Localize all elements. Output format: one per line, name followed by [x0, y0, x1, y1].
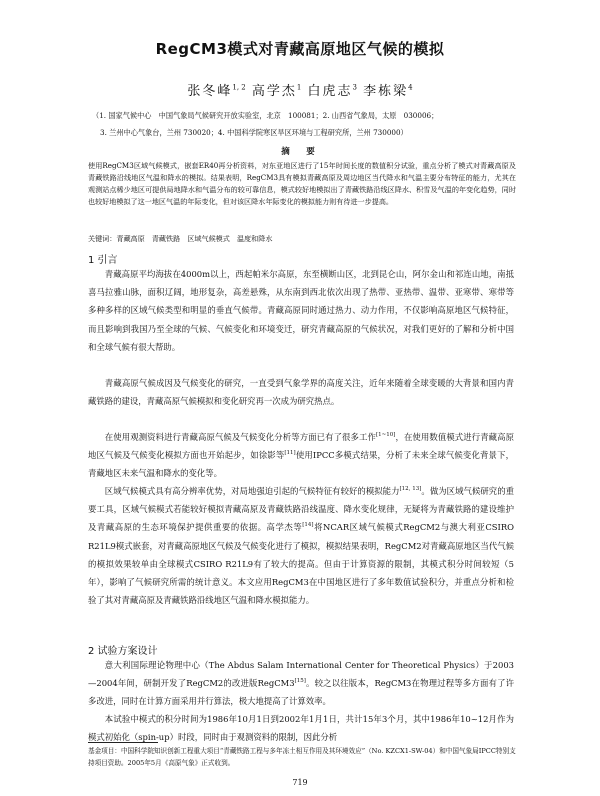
citation-mark: [12, 13]: [399, 486, 422, 493]
body-paragraph: 青藏高原气候成因及气候变化的研究，一直受到气象学界的高度关注，近年来随着全球变暖的大背景和国内青藏铁路的建设，青藏高原气候模拟和变化研究再一次成为研究热点。: [88, 378, 514, 407]
affiliation-line: （1. 国家气候中心 中国气象局气候研究开放实验室，北京 100081；2. 山西省气象局，太原 030006；: [92, 111, 439, 120]
citation-mark: [11]: [284, 450, 296, 457]
body-paragraph: 在使用观测资料进行青藏高原气候及气候变化分析等方面已有了很多工作[1~10]，在使用数值模式进行青藏高原地区气候及气候变化模拟方面也开始起步，如徐影等[11]使用IPCC多模式结果，分析了未来全球气候变化背景下，青藏地区未来气温和降水的变化等。: [88, 432, 515, 479]
keywords: 关键词：青藏高原 青藏铁路 区域气候模式 温度和降水: [88, 234, 273, 243]
author-affil-mark: 3: [352, 83, 357, 92]
author-affil-mark: 1: [296, 83, 302, 92]
citation-mark: [1~10]: [375, 432, 396, 439]
affiliation-line: 3. 兰州中心气象台，兰州 730020；4. 中国科学院寒区旱区环境与工程研究所，兰州 730000）: [100, 128, 408, 137]
author-affil-mark: 1, 2: [232, 83, 246, 92]
section-heading-introduction: 1 引言: [88, 255, 118, 266]
footnote-divider: [88, 742, 158, 743]
author-list: [0, 80, 600, 99]
body-paragraph: 本试验中模式的积分时间为1986年10月1日到2002年1月1日，共计15年3个月，其中1986年10~12月作为模式初始化（spin-up）时段，同时由于观测资料的限制，因此分析: [88, 714, 514, 743]
body-paragraph: 青藏高原平均海拔在4000m以上，西起帕米尔高原，东至横断山区，北到昆仑山，阿尔金山和祁连山地，南抵喜马拉雅山脉，面积辽阔，地形复杂，高差悬殊，从东南到西北依次出现了热带、亚热带、温带、亚寒带、寒带等多种多样的区域气候类型和明显的垂直气候带。青藏高原同时通过热力、动力作用，不仅影响高原地区气候特征，而且影响到我国乃至全球的气候、气候变化和环境变迁，研究青藏高原的气候状况，对我们更好的了解和分析中国和全球气候有很大帮助。: [88, 269, 514, 352]
abstract-heading: 摘 要: [281, 147, 319, 157]
paper-title: RegCM3模式对青藏高原地区气候的模拟: [155, 40, 445, 58]
citation-mark: [14]: [302, 522, 314, 529]
section-heading-experiment-design: 2 试验方案设计: [88, 646, 158, 657]
author-name: 高学杰: [251, 84, 297, 99]
author-name: 李栋梁: [363, 84, 409, 99]
author-name: 张冬峰: [187, 84, 233, 99]
abstract-text: 使用RegCM3区域气候模式，嵌套ER40再分析资料，对东亚地区进行了15年时间长度的数值积分试验，重点分析了模式对青藏高原及青藏铁路沿线地区气温和降水的模拟。结果表明，RegCM3具有模拟青藏高原及周边地区当代降水和气温主要分布特征的能力，尤其在观测站点稀少地区可提供局地降水和气温分布的较可靠信息，模式较好地模拟出了青藏铁路沿线区降水、积雪及气温的年变化趋势，同时也较好地模拟了这一地区气温的年际变化，但对该区降水年际变化的模拟能力则有待进一步提高。: [88, 161, 516, 207]
body-paragraph: 区域气候模式具有高分辨率优势，对局地强迫引起的气候特征有较好的模拟能力[12, 13]。做为区域气候研究的重要工具，区域气候模式若能较好模拟青藏高原及青藏铁路沿线温度、降水变化规律，无疑将为青藏铁路的建设维护及青藏高原的生态环境保护提供重要的依据。高学杰等[14]将NCAR区域气候模式RegCM2与澳大利亚CSIRO R21L9模式嵌套，对青藏高原地区气候及气候变化进行了模拟，模拟结果表明，RegCM2对青藏高原地区当代气候的模拟效果较单由全球模式CSIRO R21L9有了较大的提高。但由于计算资源的限制，其模式积分时间较短（5年），影响了气候研究所需的统计意义。本文应用RegCM3在中国地区进行了多年数值试验积分，并重点分析和检验了其对青藏高原及青藏铁路沿线地区气温和降水模拟能力。: [88, 486, 515, 606]
body-paragraph: 意大利国际理论物理中心（The Abdus Salam International Center for Theoretical Physics）于2003—2004年间，研制开发了RegCM2的改进版RegCM3[15]。较之以往版本，RegCM3在物理过程等多方面有了许多改进，同时在计算方面采用并行算法，极大地提高了计算效率。: [88, 660, 514, 707]
page-number: 719: [292, 778, 308, 787]
footnote-funding: 基金项目：中国科学院知识创新工程重大项目“青藏铁路工程与多年冻土相互作用及其环境效应”（No. KZCX1-SW-04）和中国气象局IPCC特别支持项目资助。2005年5月《高原气象》正式收到。: [88, 747, 516, 767]
citation-mark: [15]: [294, 678, 306, 685]
author-name: 白虎志: [307, 84, 353, 99]
author-affil-mark: 4: [408, 83, 413, 92]
